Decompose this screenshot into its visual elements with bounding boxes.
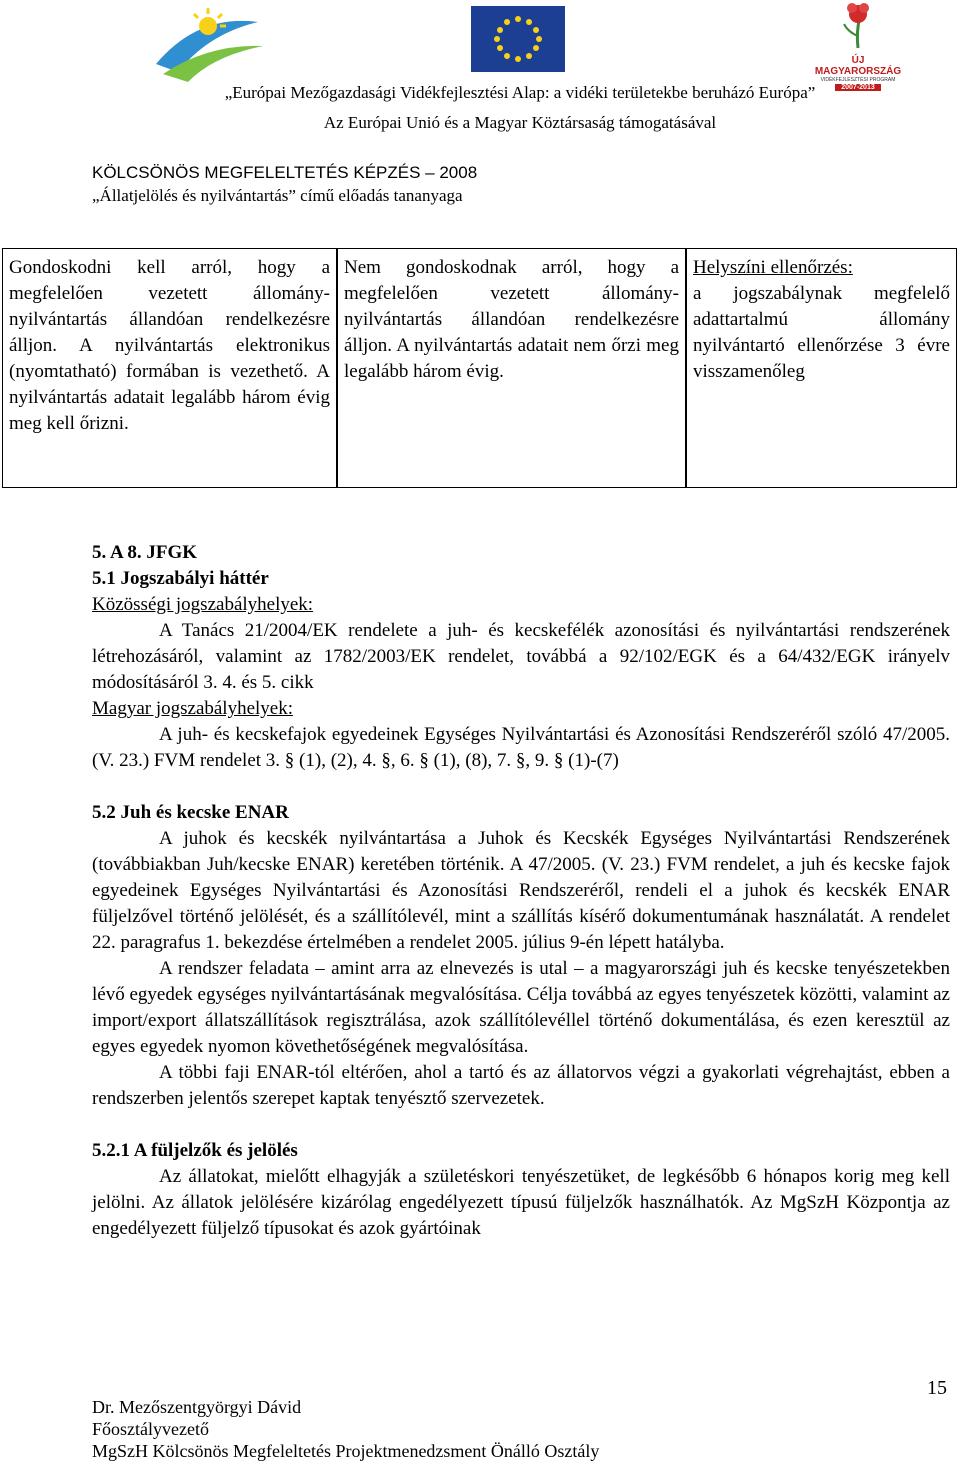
footer-role: Főosztályvezető [92,1419,209,1439]
table-cell-noncompliance: Nem gondoskodnak arról, hogy a megfelelően vezetett állomány-nyilvántartás állandóan rendelkezésre álljon. A nyilvántartás adatait nem őrzi meg legalább három évig. [338,249,687,487]
course-title: KÖLCSÖNÖS MEGFELELTETÉS KÉPZÉS – 2008 [92,163,478,182]
umft-logo-years: 2007-2013 [835,84,881,91]
document-body [92,540,950,1242]
hungarian-law-text: A juh- és kecskefajok egyedeinek Egységes Nyilvántartási és Azonosítási Rendszeréről szóló 47/2005. (V. 23.) FVM rendelet 3. § (1), (2), 4. §, 6. § (1), (8), 7. §, 9. § (1)-(7) [92,724,950,771]
section-heading-5-2: 5.2 Juh és kecske ENAR [92,802,289,823]
paragraph-enar-intro: A juhok és kecskék nyilvántartása a Juhok és Kecskék Egységes Nyilvántartási Rendszerének (továbbiakban Juh/kecske ENAR) keretében történik. A 47/2005. (V. 23.) FVM rendelet, a juh és kecske fajok egyedeinek Egységes Nyilvántartási és Azonosítási Rendszeréről, rendeli el a juhok és kecskék ENAR füljelzővel történő jelölését, és a szállítólevél, mint a szállítás kísérő dokumentumának használatát. A rendelet 22. paragrafus 1. bekezdése értelmében a rendelet 2005. július 9-én lépett hatályba. [92,828,950,953]
community-law-text: A Tanács 21/2004/EK rendelete a juh- és kecskefélék azonosítási és nyilvántartási rendszerének létrehozásáról, valamint az 1782/2003/EK rendelet, továbbá a 92/102/EGK és a 64/432/EGK irányelv módosításáról 3. 4. és 5. cikk [92,620,950,693]
page-number: 15 [927,1377,947,1399]
table-cell-requirement: Gondoskodni kell arról, hogy a megfelelően vezetett állomány-nyilvántartás állandóan rendelkezésre álljon. A nyilvántartás elektronikus (nyomtatható) formában is vezethető. A nyilvántartás adatait legalább három évig meg kell őrizni. [3,249,338,487]
flower-icon [808,2,908,50]
uj-magyarorszag-logo [808,2,908,91]
inspection-heading: Helyszíni ellenőrzés: [693,257,853,278]
section-heading-5-1: 5.1 Jogszabályi háttér [92,568,269,589]
header-support-line: Az Európai Unió és a Magyar Köztársaság támogatásával [323,113,717,132]
course-subtitle: „Állatjelölés és nyilvántartás” című előadás tananyaga [92,186,463,205]
eu-flag-logo [471,6,565,72]
paragraph-breeding-orgs: A többi faji ENAR-tól eltérően, ahol a tartó és az állatorvos végzi a gyakorlati végrehajtást, ebben a rendszerben jelentős szerepet kaptak tenyésztő szervezetek. [92,1062,950,1109]
umft-logo-sub: VIDÉKFEJLESZTÉSI PROGRAM [820,77,896,83]
hungarian-law-heading: Magyar jogszabályhelyek: [92,698,294,719]
paragraph-ear-tags: Az állatokat, mielőtt elhagyják a születéskori tenyészetüket, de legkésőbb 6 hónapos korig meg kell jelölni. Az állatok jelölésére kizárólag engedélyezett típusú füljelzők használhatók. Az MgSzH Központja az engedélyezett füljelző típusokat és azok gyártóinak [92,1166,950,1239]
community-law-heading: Közösségi jogszabályhelyek: [92,594,314,615]
footer-organization: MgSzH Kölcsönös Megfeleltetés Projektmenedzsment Önálló Osztály [92,1441,600,1461]
paragraph-system-purpose: A rendszer feladata – amint arra az elnevezés is utal – a magyarországi juh és kecske tenyészetekben lévő egyedek egységes nyilvántartásának megvalósítása. Célja továbbá az egyes tenyészetek közötti, valamint az import/export állatszállítások regisztrálása, azok szállítólevéllel történő dokumentálása, és ezen keresztül az egyes egyedek nyomon követhetőségének megvalósítása. [92,958,950,1057]
requirement-table [2,248,957,488]
section-heading-5: 5. A 8. JFGK [92,542,198,563]
table-cell-inspection [687,249,956,487]
section-heading-5-2-1: 5.2.1 A füljelzők és jelölés [92,1140,298,1161]
header-fund-line: „Európai Mezőgazdasági Vidékfejlesztési Alap: a vidéki területekbe beruházó Európa” [224,83,816,102]
inspection-text: a jogszabálynak megfelelő adattartalmú állomány nyilvántartó ellenőrzése 3 évre visszamenőleg [693,283,950,382]
umft-logo-title: ÚJ MAGYARORSZÁG [814,55,902,77]
footer-author: Dr. Mezőszentgyörgyi Dávid [92,1397,302,1417]
leader-logo [138,4,268,86]
